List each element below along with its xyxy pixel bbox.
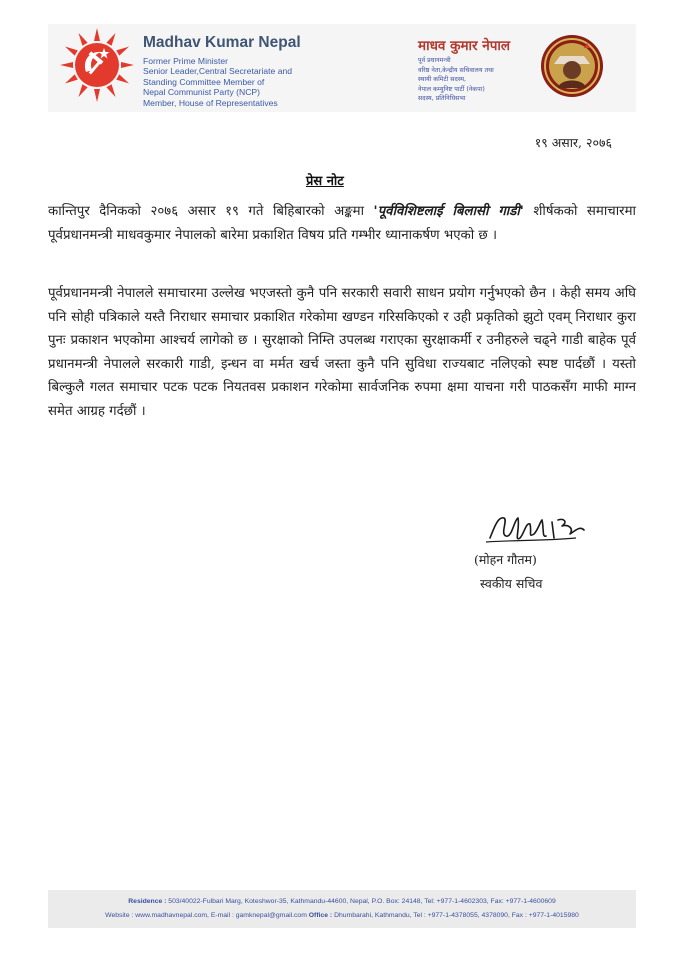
role-line-en: Senior Leader,Central Secretariate and [143, 66, 293, 77]
role-line-ne: पूर्व प्रधानमन्त्री [418, 57, 451, 64]
role-line-ne: स्थायी कमिटी सदस्य, [418, 76, 467, 84]
footer-text: Dhumbarahi, Kathmandu, Tel : +977-1-4378055, 4378090, Fax : +977-1-4015980 [332, 912, 579, 919]
signature-icon [484, 508, 588, 548]
role-line-en: Standing Committee Member of [143, 76, 265, 87]
footer-band [48, 890, 636, 928]
name-nepali: माधव कुमार नेपाल [418, 38, 511, 54]
roles-nepali [418, 56, 494, 104]
body-paragraph-1 [48, 200, 636, 247]
footer-text: 503/40022-Fulbari Marg, Koteshwor-35, Kathmandu-44600, Nepal, P.O. Box: 24148, Tel: +977-1-4602303, Fax: +977-1-4600609 [166, 898, 556, 905]
role-line-ne: नेपाल कम्युनिष्ट पार्टी (नेकपा) [418, 85, 485, 93]
paragraph-text: कान्तिपुर दैनिकको २०७६ असार १९ गते बिहिबारको अङ्कमा [48, 204, 374, 219]
party-emblem-icon [58, 26, 136, 104]
signatory-title: स्वकीय सचिव [480, 576, 543, 591]
role-line-en: Member, House of Representatives [143, 97, 278, 108]
name-english: Madhav Kumar Nepal [143, 34, 301, 51]
paragraph-text: शीर्षकको समाचारमा पूर्वप्रधानमन्त्री माधवकुमार नेपालको बारेमा प्रकाशित विषय प्रति गम्भीर ध्यानाकर्षण भएको छ । [48, 204, 636, 243]
signatory-name: (मोहन गौतम) [474, 552, 537, 567]
page-title: प्रेस नोट [306, 174, 344, 189]
role-line-ne: वरिष्ठ नेता,केन्द्रीय सचिवालय तथा [418, 66, 494, 74]
footer-contact [48, 912, 636, 919]
footer-residence [48, 898, 636, 905]
role-line-en: Nepal Communist Party (NCP) [143, 87, 260, 98]
role-line-en: Former Prime Minister [143, 56, 228, 66]
role-line-ne: सदस्य, प्रतिनिधिसभा [418, 95, 466, 103]
footer-label: Residence : [128, 898, 167, 905]
body-paragraph-2: पूर्वप्रधानमन्त्री नेपालले समाचारमा उल्लेख भएजस्तो कुनै पनि सरकारी सवारी साधन प्रयोग गर्नुभएको छैन । केही समय अघि पनि सोही पत्रिकाले यस्तै निराधार समाचार प्रकाशित गरेकोमा खण्डन गरिसकिएको र उही प्रकृतिको झुटो एवम् निराधार कुरा पुनः प्रकाशन भएकोमा आश्चर्य लागेको छ । सुरक्षाको निम्ति उपलब्ध गराएका सुरक्षाकर्मी र उनीहरुले चढ्ने गाडी बाहेक पूर्व प्रधानमन्त्री नेपालले सरकारी गाडी, इन्धन वा मर्मत खर्च जस्ता कुनै पनि सुविधा राज्यबाट नलिएको स्पष्ट पार्दछौं । यस्तो बिल्कुलै गलत समाचार पटक पटक नियतवस प्रकाशन गरेकोमा सार्वजनिक रुपमा क्षमा याचना गरी पाठकसँग माफी माग्न समेत आग्रह गर्दछौं । [48, 286, 636, 419]
letter-date: १९ असार, २०७६ [534, 135, 612, 150]
portrait-emblem-icon [540, 34, 604, 98]
footer-label: Office : [308, 912, 333, 919]
roles-english [143, 56, 292, 108]
footer-text: Website : www.madhavnepal.com, E-mail : gamknepal@gmail.com [105, 912, 309, 919]
article-title-quote: 'पूर्वविशिष्टलाई बिलासी गाडी' [373, 204, 524, 219]
